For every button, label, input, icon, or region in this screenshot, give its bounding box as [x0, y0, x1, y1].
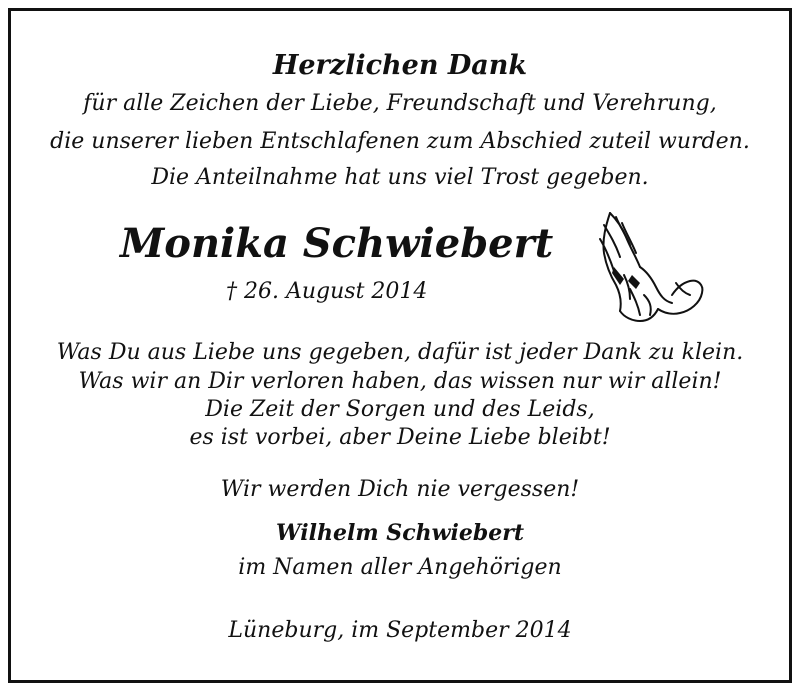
heading-title: Herzlichen Dank	[272, 50, 528, 81]
signer-subline: im Namen aller Angehörigen	[238, 555, 562, 580]
closing-line: Wir werden Dich nie vergessen!	[220, 477, 580, 502]
place-date: Lüneburg, im September 2014	[228, 618, 572, 643]
poem-line: Was wir an Dir verloren haben, das wissen nur wir allein!	[78, 369, 722, 394]
deceased-name: Monika Schwiebert	[120, 220, 554, 267]
poem-line: Was Du aus Liebe uns gegeben, dafür ist jeder Dank zu klein.	[56, 340, 744, 365]
praying-hands-icon	[580, 205, 710, 327]
thanks-line: Die Anteilnahme hat uns viel Trost gegeben.	[151, 165, 649, 190]
death-date: † 26. August 2014	[226, 279, 428, 304]
poem-line: es ist vorbei, aber Deine Liebe bleibt!	[189, 425, 611, 450]
poem-line: Die Zeit der Sorgen und des Leids,	[205, 397, 595, 422]
thanks-line: für alle Zeichen der Liebe, Freundschaft und Verehrung,	[83, 91, 717, 116]
thanks-line: die unserer lieben Entschlafenen zum Abschied zuteil wurden.	[50, 129, 750, 154]
signer-name: Wilhelm Schwiebert	[275, 520, 525, 546]
